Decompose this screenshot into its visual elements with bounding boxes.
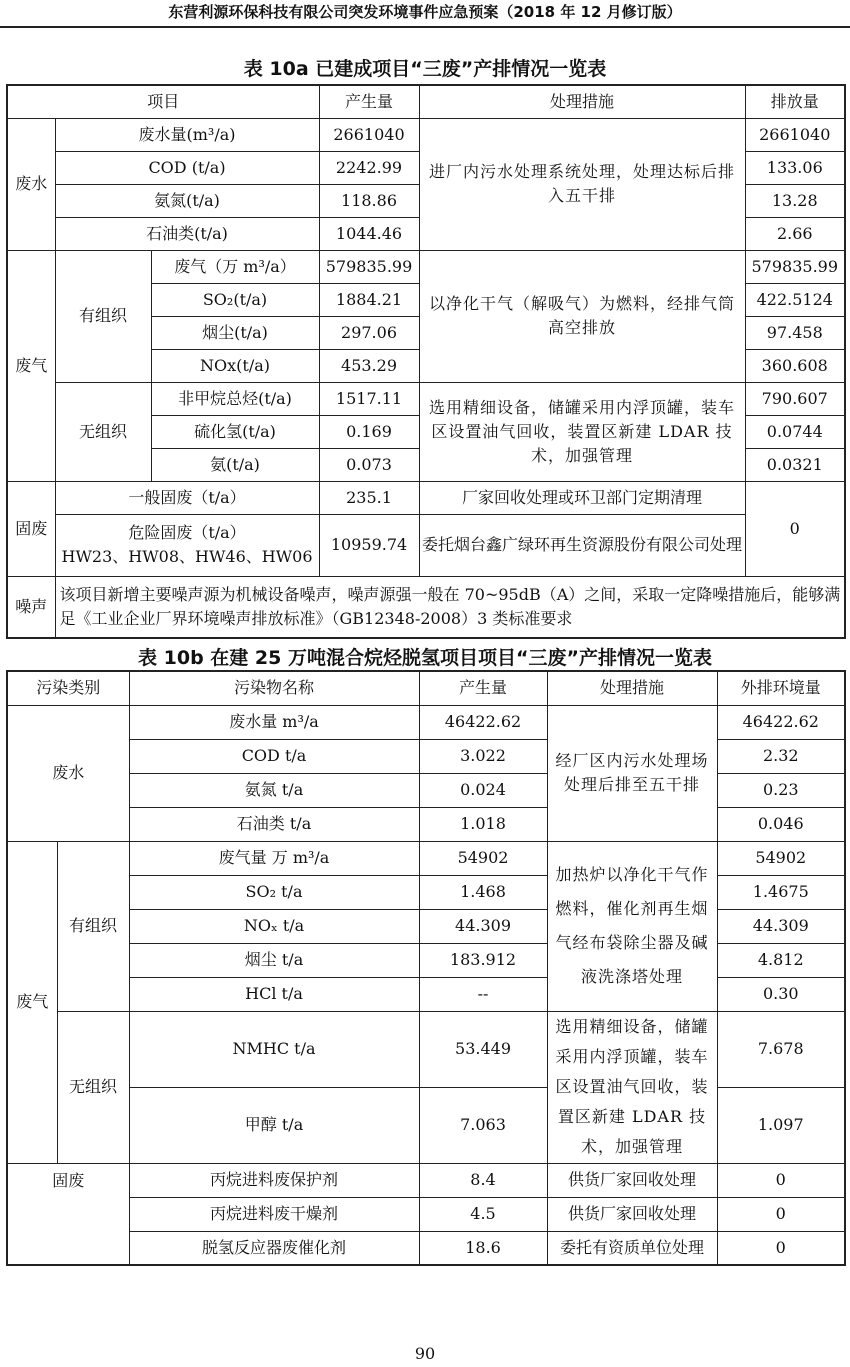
item-cell: 氨(t/a) (151, 448, 319, 481)
amount-cell: 453.29 (319, 349, 419, 382)
page-header: 东营利源环保科技有限公司突发环境事件应急预案（2018 年 12 月修订版） (0, 0, 850, 28)
amount-cell: 297.06 (319, 316, 419, 349)
item-cell: 氨氮 t/a (129, 773, 419, 807)
table-row (7, 773, 845, 807)
item-cell: COD (t/a) (55, 151, 319, 184)
measure-cell: 供货厂家回收处理 (547, 1163, 717, 1197)
category-cell: 废水 (7, 118, 55, 250)
emission-cell: 0.0321 (745, 448, 845, 481)
hazardous-codes: HW23、HW08、HW46、HW06 (61, 547, 313, 566)
amount-cell: 53.449 (419, 1011, 547, 1087)
table-row (7, 250, 845, 283)
amount-cell: 183.912 (419, 943, 547, 977)
table-row (7, 807, 845, 841)
emission-cell: 1.4675 (717, 875, 845, 909)
amount-cell: 118.86 (319, 184, 419, 217)
col-header: 处理措施 (419, 85, 745, 118)
amount-cell: 1044.46 (319, 217, 419, 250)
table-row (7, 977, 845, 1011)
col-header: 外排环境量 (717, 671, 845, 705)
amount-cell: 1.468 (419, 875, 547, 909)
emission-cell: 0.0744 (745, 415, 845, 448)
table-row (7, 382, 845, 415)
table-row (7, 841, 845, 875)
amount-cell: 4.5 (419, 1197, 547, 1231)
emission-cell: 360.608 (745, 349, 845, 382)
emission-cell: 2.32 (717, 739, 845, 773)
table-row (7, 514, 845, 576)
emission-cell: 790.607 (745, 382, 845, 415)
amount-cell: 1.018 (419, 807, 547, 841)
col-header: 项目 (7, 85, 319, 118)
emission-cell: 4.812 (717, 943, 845, 977)
table-row (7, 875, 845, 909)
item-cell: COD t/a (129, 739, 419, 773)
category-cell: 废气 (7, 250, 55, 481)
emission-cell: 2.66 (745, 217, 845, 250)
item-cell: SO₂(t/a) (151, 283, 319, 316)
measure-cell: 加热炉以净化干气作燃料，催化剂再生烟气经布袋除尘器及碱液洗涤塔处理 (547, 841, 717, 1011)
subcategory-cell: 无组织 (55, 382, 151, 481)
page-number: 90 (414, 1344, 436, 1363)
table-row (7, 943, 845, 977)
amount-cell: 1884.21 (319, 283, 419, 316)
amount-cell: 0.024 (419, 773, 547, 807)
emission-cell: 13.28 (745, 184, 845, 217)
col-header: 产生量 (419, 671, 547, 705)
table1-caption: 表 10a 已建成项目“三废”产排情况一览表 (243, 58, 607, 80)
col-header: 处理措施 (547, 671, 717, 705)
item-cell: 硫化氢(t/a) (151, 415, 319, 448)
item-cell: SO₂ t/a (129, 875, 419, 909)
measure-cell: 委托烟台鑫广绿环再生资源股份有限公司处理 (419, 514, 745, 576)
table-10a (6, 84, 846, 639)
amount-cell: 18.6 (419, 1231, 547, 1265)
hazardous-name: 危险固废（t/a） (128, 523, 246, 542)
subcategory-cell: 无组织 (57, 1011, 129, 1163)
measure-cell: 选用精细设备，储罐采用内浮顶罐，装车区设置油气回收，装置区新建 LDAR 技术，加强管理 (419, 382, 745, 481)
item-cell: HCl t/a (129, 977, 419, 1011)
item-cell: 一般固废（t/a） (55, 481, 319, 514)
emission-cell: 2661040 (745, 118, 845, 151)
amount-cell: 2242.99 (319, 151, 419, 184)
amount-cell: -- (419, 977, 547, 1011)
emission-cell: 0.23 (717, 773, 845, 807)
measure-cell: 经厂区内污水处理场处理后排至五干排 (547, 705, 717, 841)
item-cell: NOₓ t/a (129, 909, 419, 943)
item-cell: 脱氢反应器废催化剂 (129, 1231, 419, 1265)
table-10b (6, 670, 846, 1266)
emission-cell: 44.309 (717, 909, 845, 943)
emission-cell: 0.046 (717, 807, 845, 841)
item-cell: 石油类 t/a (129, 807, 419, 841)
amount-cell: 579835.99 (319, 250, 419, 283)
item-cell: 烟尘(t/a) (151, 316, 319, 349)
amount-cell: 2661040 (319, 118, 419, 151)
amount-cell: 46422.62 (419, 705, 547, 739)
item-cell: NOx(t/a) (151, 349, 319, 382)
table-row (7, 576, 845, 638)
measure-cell: 委托有资质单位处理 (547, 1231, 717, 1265)
item-cell: 废水量 m³/a (129, 705, 419, 739)
item-cell: NMHC t/a (129, 1011, 419, 1087)
amount-cell: 0.169 (319, 415, 419, 448)
item-cell: 废气量 万 m³/a (129, 841, 419, 875)
measure-cell: 以净化干气（解吸气）为燃料，经排气筒高空排放 (419, 250, 745, 382)
item-cell: 废气（万 m³/a） (151, 250, 319, 283)
category-cell: 废气 (7, 841, 57, 1163)
item-cell: 烟尘 t/a (129, 943, 419, 977)
item-cell: 石油类(t/a) (55, 217, 319, 250)
emission-cell: 579835.99 (745, 250, 845, 283)
table-row (7, 1163, 845, 1197)
table2-caption: 表 10b 在建 25 万吨混合烷烃脱氢项目项目“三废”产排情况一览表 (138, 647, 712, 669)
amount-cell: 1517.11 (319, 382, 419, 415)
measure-cell: 厂家回收处理或环卫部门定期清理 (419, 481, 745, 514)
emission-cell: 7.678 (717, 1011, 845, 1087)
table-row (7, 1197, 845, 1231)
emission-cell: 1.097 (717, 1087, 845, 1163)
category-cell: 固废 (7, 481, 55, 576)
emission-cell: 0 (745, 481, 845, 576)
subcategory-cell: 有组织 (55, 250, 151, 382)
table-header-row (7, 85, 845, 118)
category-cell: 噪声 (7, 576, 55, 638)
emission-cell: 0.30 (717, 977, 845, 1011)
category-cell: 废水 (7, 705, 129, 841)
measure-cell: 选用精细设备，储罐采用内浮顶罐，装车区设置油气回收，装置区新建 LDAR 技术，加强管理 (547, 1011, 717, 1163)
col-header: 排放量 (745, 85, 845, 118)
emission-cell: 133.06 (745, 151, 845, 184)
item-cell: 氨氮(t/a) (55, 184, 319, 217)
emission-cell: 0 (717, 1163, 845, 1197)
emission-cell: 0 (717, 1231, 845, 1265)
table-row (7, 118, 845, 151)
item-cell (55, 514, 319, 576)
amount-cell: 7.063 (419, 1087, 547, 1163)
amount-cell: 8.4 (419, 1163, 547, 1197)
measure-cell: 进厂内污水处理系统处理，处理达标后排入五干排 (419, 118, 745, 250)
item-cell: 废水量(m³/a) (55, 118, 319, 151)
category-cell: 固废 (7, 1163, 129, 1265)
table-header-row (7, 671, 845, 705)
table-row (7, 739, 845, 773)
item-cell: 非甲烷总烃(t/a) (151, 382, 319, 415)
table-row (7, 705, 845, 739)
amount-cell: 0.073 (319, 448, 419, 481)
table-row (7, 1011, 845, 1087)
table-row (7, 481, 845, 514)
table-row (7, 1231, 845, 1265)
col-header: 污染物名称 (129, 671, 419, 705)
item-cell: 甲醇 t/a (129, 1087, 419, 1163)
item-cell: 丙烷进料废保护剂 (129, 1163, 419, 1197)
table-row (7, 1087, 845, 1163)
emission-cell: 422.5124 (745, 283, 845, 316)
amount-cell: 3.022 (419, 739, 547, 773)
emission-cell: 46422.62 (717, 705, 845, 739)
col-header: 产生量 (319, 85, 419, 118)
subcategory-cell: 有组织 (57, 841, 129, 1011)
table-row (7, 909, 845, 943)
measure-cell: 供货厂家回收处理 (547, 1197, 717, 1231)
col-header: 污染类别 (7, 671, 129, 705)
amount-cell: 54902 (419, 841, 547, 875)
emission-cell: 54902 (717, 841, 845, 875)
amount-cell: 44.309 (419, 909, 547, 943)
item-cell: 丙烷进料废干燥剂 (129, 1197, 419, 1231)
amount-cell: 10959.74 (319, 514, 419, 576)
noise-text: 该项目新增主要噪声源为机械设备噪声，噪声源强一般在 70~95dB（A）之间，采取一定降噪措施后，能够满足《工业企业厂界环境噪声排放标准》（GB12348-2008）3 类标准要求 (55, 576, 845, 638)
emission-cell: 97.458 (745, 316, 845, 349)
amount-cell: 235.1 (319, 481, 419, 514)
emission-cell: 0 (717, 1197, 845, 1231)
